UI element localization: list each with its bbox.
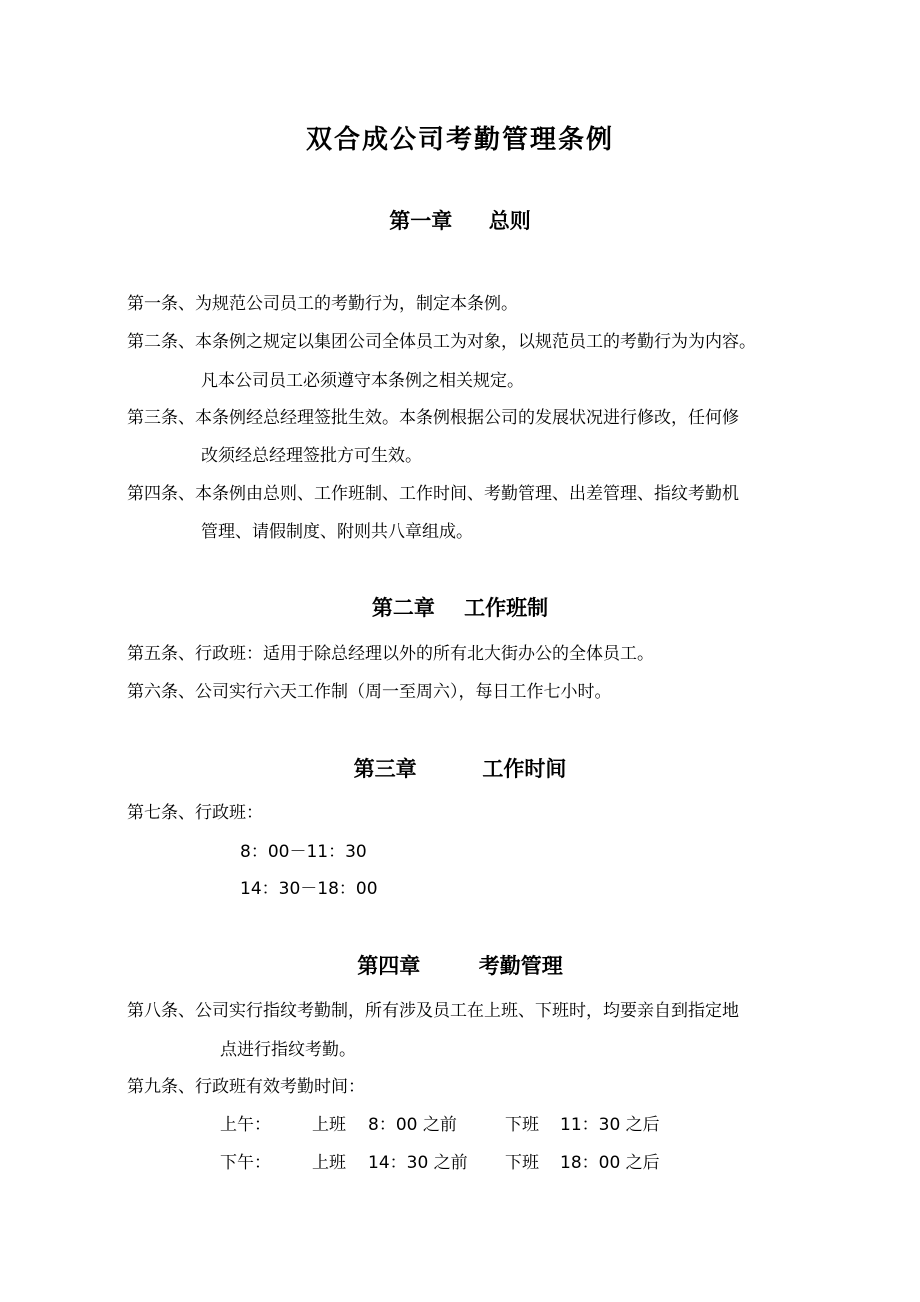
article-6: 第六条、公司实行六天工作制（周一至周六），每日工作七小时。 xyxy=(127,682,612,702)
checkout-time: 11：30 之后 xyxy=(560,1115,660,1135)
checkin-time: 8：00 之前 xyxy=(368,1115,457,1135)
checkin-label: 上班 xyxy=(312,1115,346,1135)
article-2-continued: 凡本公司员工必须遵守本条例之相关规定。 xyxy=(201,371,524,391)
checkin-label: 上班 xyxy=(312,1153,346,1173)
article-1: 第一条、为规范公司员工的考勤行为，制定本条例。 xyxy=(127,294,518,314)
checkout-label: 下班 xyxy=(505,1115,539,1135)
checkout-time: 18：00 之后 xyxy=(560,1153,660,1173)
article-2: 第二条、本条例之规定以集团公司全体员工为对象，以规范员工的考勤行为为内容。 xyxy=(127,332,756,352)
chapter-4-heading: 第四章 考勤管理 xyxy=(357,954,563,978)
article-5: 第五条、行政班：适用于除总经理以外的所有北大街办公的全体员工。 xyxy=(127,644,654,664)
morning-hours: 8：00－11：30 xyxy=(240,842,367,862)
period-label: 上午： xyxy=(220,1115,271,1135)
article-4-continued: 管理、请假制度、附则共八章组成。 xyxy=(201,522,473,542)
chapter-2-heading: 第二章 工作班制 xyxy=(371,596,549,620)
article-3: 第三条、本条例经总经理签批生效。本条例根据公司的发展状况进行修改，任何修 xyxy=(127,408,739,428)
checkin-time: 14：30 之前 xyxy=(368,1153,468,1173)
document-title: 双合成公司考勤管理条例 xyxy=(305,125,614,155)
checkout-label: 下班 xyxy=(505,1153,539,1173)
article-4: 第四条、本条例由总则、工作班制、工作时间、考勤管理、出差管理、指纹考勤机 xyxy=(127,484,739,504)
article-7: 第七条、行政班： xyxy=(127,803,263,823)
article-8: 第八条、公司实行指纹考勤制，所有涉及员工在上班、下班时，均要亲自到指定地 xyxy=(127,1001,739,1021)
period-label: 下午： xyxy=(220,1153,271,1173)
article-3-continued: 改须经总经理签批方可生效。 xyxy=(201,446,422,466)
afternoon-hours: 14：30－18：00 xyxy=(240,879,378,899)
chapter-1-heading: 第一章 总则 xyxy=(389,209,531,233)
article-8-continued: 点进行指纹考勤。 xyxy=(220,1040,356,1060)
chapter-3-heading: 第三章 工作时间 xyxy=(353,757,567,781)
article-9: 第九条、行政班有效考勤时间： xyxy=(127,1077,365,1097)
